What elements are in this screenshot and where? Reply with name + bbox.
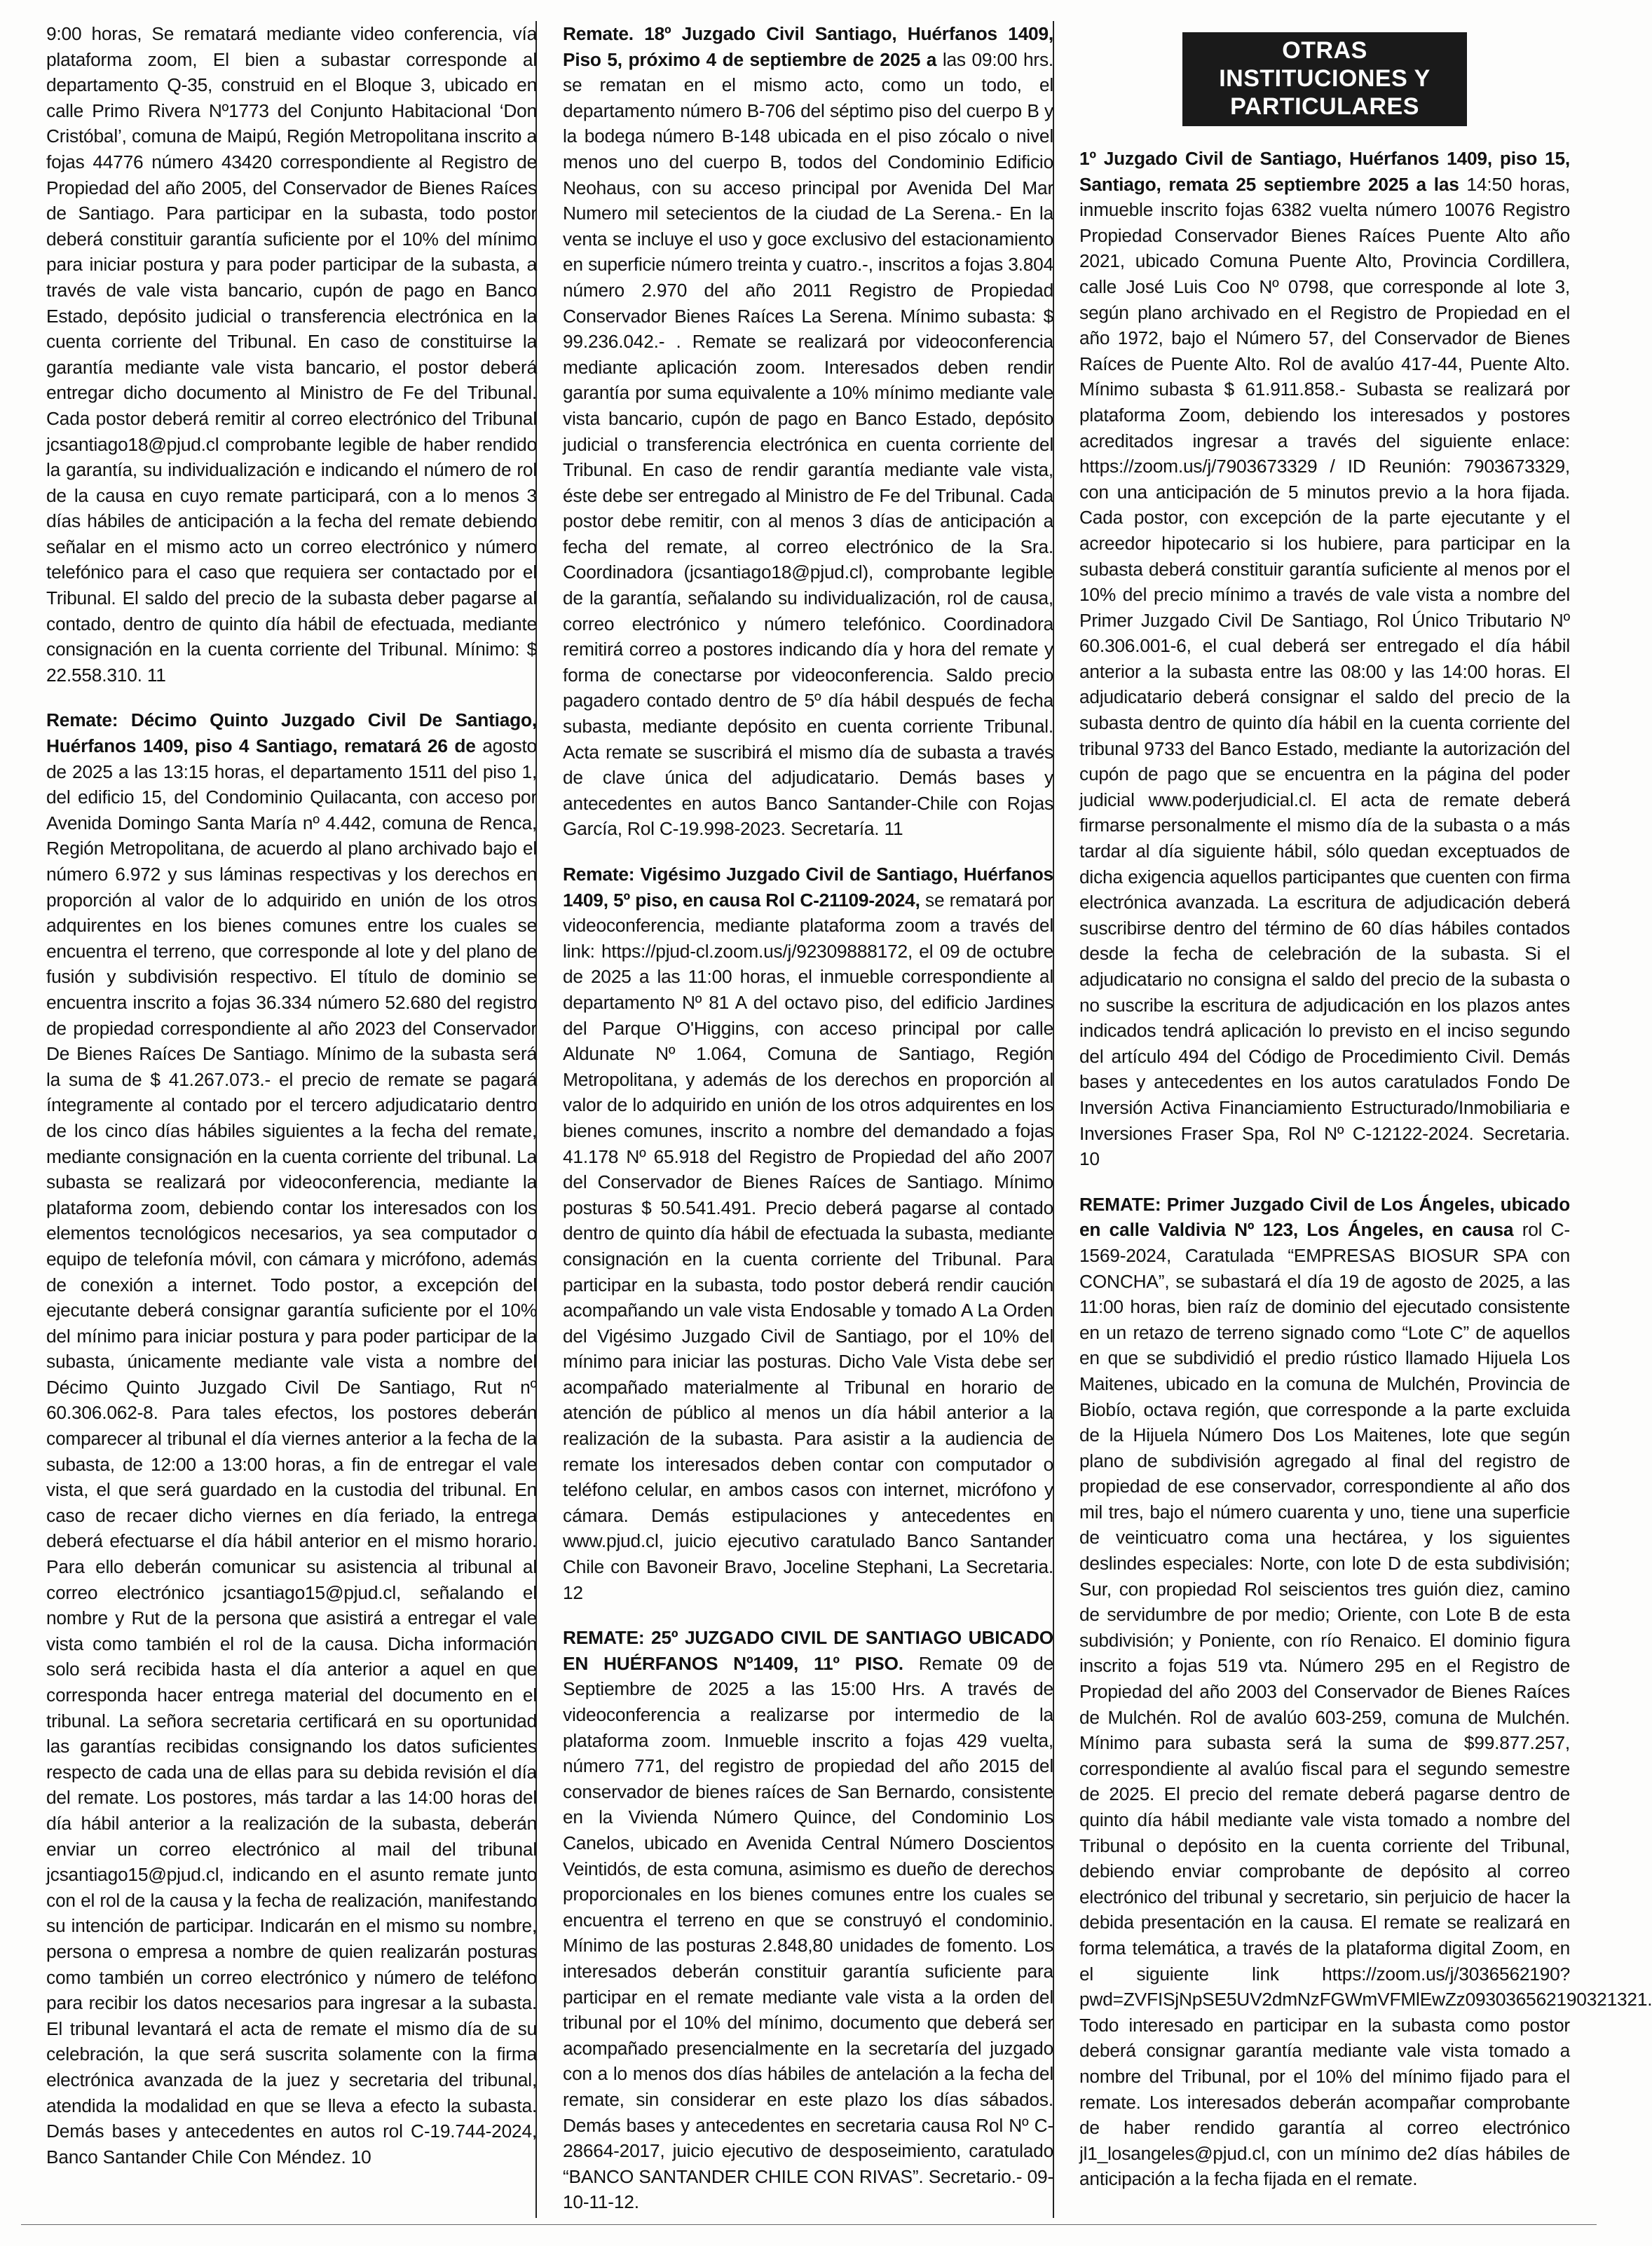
column-1	[46, 21, 537, 2211]
notice-heading: REMATE: Primer Juzgado Civil de Los Ángeles, ubicado en calle Valdivia Nº 123, Los Ángeles, en causa	[1079, 1193, 1570, 1241]
notice-remate-25-juzgado	[563, 1625, 1053, 2215]
notice-heading: Remate: Vigésimo Juzgado Civil de Santiago, Huérfanos 1409, 5º piso, en causa Rol C-21109-2024,	[563, 864, 1053, 911]
notice-body: 9:00 horas, Se rematará mediante video conferencia, vía plataforma zoom, El bien a subastar corresponde al departamento Q-35, construid en el Bloque 3, ubicado en calle Primo Rivera Nº1773 del Conjunto Habitacional ‘Don Cristóbal’, comuna de Maipú, Región Metropolitana inscrito a fojas 44776 número 43420 correspondiente al Registro de Propiedad del año 2005, del Conservador de Bienes Raíces de Santiago. Para participar en la subasta, todo postor deberá constituir garantía suficiente por el 10% del mínimo para iniciar postura y para poder participar de la subasta, a través de vale vista bancario, cupón de pago en Banco Estado, depósito judicial o transferencia electrónica en la cuenta corriente del Tribunal. En caso de constituirse la garantía mediante vale vista bancario, el postor deberá entregar dicho documento al Ministro de Fe del Tribunal. Cada postor deberá remitir al correo electrónico del Tribunal jcsantiago18@pjud.cl comprobante legible de haber rendido la garantía, su individualización e indicando el número de rol de la causa en cuyo remate participará, con a lo menos 3 días hábiles de anticipación a la fecha del remate debiendo señalar en el mismo acto un correo electrónico y número telefónico para el caso que requiera ser contactado por el Tribunal. El saldo del precio de la subasta deber pagarse al contado, dentro de quinto día hábil de efectuada, mediante consignación en la cuenta corriente del Tribunal. Mínimo: $ 22.558.310. 11	[46, 23, 537, 686]
notice-body: Remate 09 de Septiembre de 2025 a las 15:00 Hrs. A través de videoconferencia a realizarse por intermedio de la plataforma zoom. Inmueble inscrito a fojas 429 vuelta, número 771, del registro de propiedad del año 2015 del conservador de bienes raíces de San Bernardo, consistente en la Vivienda Número Quince, del Condominio Los Canelos, ubicado en Avenida Central Número Doscientos Veintidós, de esta comuna, asimismo es dueño de derechos proporcionales en los bienes comunes entre los cuales se encuentra el terreno en que se construyó el condominio. Mínimo de las posturas 2.848,80 unidades de fomento. Los interesados deberán constituir garantía suficiente para participar en el remate mediante vale vista a la orden del tribunal por el 10% del mínimo, documento que deberá ser acompañado presencialmente en la secretaría del juzgado con a lo menos dos días hábiles de antelación a la fecha del remate, sin considerar en este plazo los días sábados. Demás bases y antecedentes en secretaria causa Rol Nº C-28664-2017, juicio ejecutivo de desposeimiento, caratulado “BANCO SANTANDER CHILE CON RIVAS”. Secretario.- 09-10-11-12.	[563, 1652, 1053, 2213]
notice-body: 14:50 horas, inmueble inscrito fojas 6382 vuelta número 10076 Registro Propiedad Conservador Bienes Raíces Puente Alto año 2021, ubicado Comuna Puente Alto, Provincia Cordillera, calle José Luis Coo Nº 0798, que corresponde al lote 3, según plano archivado en el Registro de Propiedad en el año 1972, bajo el Número 57, del Conservador de Bienes Raíces de Puente Alto. Rol de avalúo 417-44, Puente Alto. Mínimo subasta $ 61.911.858.- Subasta se realizará por plataforma Zoom, debiendo los interesados y postores acreditados ingresar a través del siguiente enlace: https://zoom.us/j/7903673329 / ID Reunión: 7903673329, con una anticipación de 5 minutos previo a la hora fijada. Cada postor, con excepción de la parte ejecutante y el acreedor hipotecario si los hubiere, para participar en la subasta deberá constituir garantía suficiente al menos por el 10% del precio mínimo a través de vale vista a nombre del Primer Juzgado Civil De Santiago, Rol Único Tributario Nº 60.306.001-6, el cual deberá ser entregado el día hábil anterior a la subasta entre las 08:00 y las 14:00 horas. El adjudicatario deberá consignar el saldo del precio de la subasta dentro de quinto día hábil en la cuenta corriente del tribunal 9733 del Banco Estado, mediante la autorización del cupón de pago que se encuentra en la página del poder judicial www.poderjudicial.cl. El acta de remate deberá firmarse personalmente el mismo día de la subasta o a más tardar al día siguiente hábil, sólo quedan exceptuados de dicha exigencia aquellos participantes que cuenten con firma electrónica avanzada. La escritura de adjudicación deberá suscribirse dentro del término de 60 días hábiles contados desde la fecha de celebración de la subasta. Si el adjudicatario no consigna el saldo del precio de la subasta o no suscribe la escritura de adjudicación en los plazos antes indicados tendrá aplicación lo previsto en el inciso segundo del artículo 494 del Código de Procedimiento Civil. Demás bases y antecedentes en los autos caratulados Fondo De Inversión Activa Financiamiento Estructurado/Inmobiliaria e Inversiones Fraser Spa, Rol Nº C-12122-2024. Secretaria. 10	[1079, 173, 1570, 1170]
notice-heading: Remate: Décimo Quinto Juzgado Civil De Santiago, Huérfanos 1409, piso 4 Santiago, rematará 26 de	[46, 709, 537, 757]
column-2	[563, 21, 1053, 2211]
notice-body: las 09:00 hrs. se rematan en el mismo acto, como un todo, el departamento número B-706 del séptimo piso del cuerpo B y la bodega número B-148 ubicada en el piso zócalo o nivel menos uno del cuerpo B, todos del Condominio Edificio Neohaus, con su acceso principal por Avenida Del Mar Numero mil setecientos de la ciudad de La Serena.- En la venta se incluye el uso y goce exclusivo del estacionamiento en superficie número treinta y cuatro.-, inscritos a fojas 3.804 número 2.970 del año 2011 Registro de Propiedad Conservador Bienes Raíces La Serena. Mínimo subasta: $ 99.236.042.- . Remate se realizará por videoconferencia mediante aplicación zoom. Interesados deben rendir garantía por suma equivalente a 10% mínimo mediante vale vista bancario, cupón de pago en Banco Estado, depósito judicial o transferencia electrónica en cuenta corriente del Tribunal. En caso de rendir garantía mediante vale vista, éste debe ser entregado al Ministro de Fe del Tribunal. Cada postor debe remitir, con al menos 3 días de anticipación a fecha del remate, al correo electrónico de la Sra. Coordinadora (jcsantiago18@pjud.cl), comprobante legible de la garantía, señalando su individualización, rol de causa, correo electrónico y número telefónico. Coordinadora remitirá correo a postores indicando día y hora del remate y forma de conectarse por videoconferencia. Saldo precio pagadero contado dentro de 5º día hábil después de fecha subasta, mediante depósito en cuenta corriente Tribunal. Acta remate se suscribirá el mismo día de subasta a través de clave única del adjudicatario. Demás bases y antecedentes en autos Banco Santander-Chile con Rojas García, Rol C-19.998-2023. Secretaría. 11	[563, 48, 1053, 840]
section-banner: OTRAS INSTITUCIONES Y PARTICULARES	[1182, 32, 1467, 126]
notice-remate-15-juzgado	[46, 707, 537, 2170]
notice-heading: Remate. 18º Juzgado Civil Santiago, Huérfanos 1409, Piso 5, próximo 4 de septiembre de 2025 a	[563, 23, 1053, 70]
notice-body: agosto de 2025 a las 13:15 horas, el departamento 1511 del piso 1, del edificio 15, del Condominio Quilacanta, con acceso por Avenida Domingo Santa María nº 4.442, comuna de Renca, Región Metropolitana, de acuerdo al plano archivado bajo el número 6.972 y sus láminas respectivas y los derechos en proporción al valor de lo adquirido en unión de los otros adquirentes en los bienes comunes entre los cuales se encuentra el terreno, que corresponde al lote y del plano de fusión y subdivisión respectivo. El título de dominio se encuentra inscrito a fojas 36.334 número 52.680 del registro de propiedad correspondiente al año 2023 del Conservador De Bienes Raíces De Santiago. Mínimo de la subasta será la suma de $ 41.267.073.- el precio de remate se pagará íntegramente al contado por el tercero adjudicatario dentro de los cinco días hábiles siguientes a la fecha del remate, mediante consignación en la cuenta corriente del tribunal. La subasta se realizará por videoconferencia, mediante la plataforma zoom, debiendo contar los interesados con los elementos tecnológicos necesarios, ya sea computador o equipo de telefonía móvil, con cámara y micrófono, además de conexión a internet. Todo postor, a excepción del ejecutante deberá consignar garantía suficiente por el 10% del mínimo para iniciar postura y para poder participar de la subasta, únicamente mediante vale vista a nombre del Décimo Quinto Juzgado Civil De Santiago, Rut nº 60.306.062-8. Para tales efectos, los postores deberán comparecer al tribunal el día viernes anterior a la fecha de la subasta, de 12:00 a 13:00 horas, a fin de entregar el vale vista, el que será guardado en la custodia del tribunal. En caso de recaer dicho viernes en día feriado, la entrega deberá efectuarse el día hábil anterior en el mismo horario. Para ello deberán comunicar su asistencia al tribunal al correo electrónico jcsantiago15@pjud.cl, señalando el nombre y Rut de la persona que asistirá a entregar el vale vista como también el rol de la causa. Dicha información solo será recibida hasta el día anterior a aquel en que corresponda hacer entrega material del documento en el tribunal. La señora secretaria certificará en su oportunidad las garantías recibidas consignando los datos suficientes respecto de cada una de ellas para su debida revisión el día del remate. Los postores, más tardar a las 14:00 horas del día hábil anterior a la realización de la subasta, deberán enviar un correo electrónico al mail del tribunal jcsantiago15@pjud.cl, indicando en el asunto remate junto con el rol de la causa y la fecha de realización, manifestando su intención de participar. Indicarán en el mismo su nombre, persona o empresa a nombre de quien realizarán posturas como también un correo electrónico y número de teléfono para recibir los datos necesarios para ingresar a la subasta. El tribunal levantará el acta de remate el mismo día de su celebración, la que será suscrita solamente con la firma electrónica avanzada de la juez y secretaria del tribunal, atendida la modalidad en que se lleva a efecto la subasta. Demás bases y antecedentes en autos rol C-19.744-2024, Banco Santander Chile Con Méndez. 10	[46, 735, 537, 2167]
notice-body: rol C-1569-2024, Caratulada “EMPRESAS BIOSUR SPA con CONCHA”, se subastará el día 19 de agosto de 2025, a las 11:00 horas, bien raíz de dominio del ejecutado consistente en un retazo de terreno signado como “Lote C” de aquellos en que se subdividió el predio rústico llamado Hijuela Los Maitenes, ubicado en la comuna de Mulchén, Provincia de Biobío, octava región, que corresponde a la parte excluida de la Hijuela Número Dos Los Maitenes, lote que según plano de subdivisión agregado al final del registro de propiedad de ese conservador, correspondiente al año dos mil tres, bajo el número cuarenta y uno, tiene una superficie de veinticuatro coma una hectárea, y los siguientes deslindes especiales: Norte, con lote D de esta subdivisión; Sur, con propiedad Rol seiscientos tres guión diez, camino de servidumbre de por medio; Oriente, con Lote B de esta subdivisión; y Poniente, con río Renaico. El dominio figura inscrito a fojas 519 vta. Número 295 en el Registro de Propiedad del año 2003 del Conservador de Bienes Raíces de Mulchén. Rol de avalúo 603-259, comuna de Mulchén. Mínimo para subasta será la suma de $99.877.257, correspondiente al avalúo fiscal para el segundo semestre de 2025. El precio del remate deberá pagarse dentro de quinto día hábil mediante vale vista tomado a nombre del Tribunal o depósito en la cuenta corriente del Tribunal, debiendo enviar comprobante de depósito al correo electrónico del tribunal y secretario, sin perjuicio de hacer la debida presentación en la causa. El remate se realizará en forma telemática, a través de la plataforma digital Zoom, en el siguiente link https://zoom.us/j/3036562190?pwd=ZVFISjNpSE5UV2dmNzFGWmVFMlEwZz093036562190321321. Todo interesado en participar en la subasta como postor deberá consignar garantía mediante vale vista tomado a nombre del Tribunal, por el 10% del mínimo fijado para el remate. Los interesados deberán acompañar comprobante de haber rendido garantía al correo electrónico jl1_losangeles@pjud.cl, con un mínimo de2 días hábiles de anticipación a la fecha fijada en el remate.	[1079, 1219, 1652, 2190]
notice-1-juzgado	[1079, 146, 1570, 1172]
column-3	[1079, 21, 1652, 2211]
notice-los-angeles-juzgado	[1079, 1192, 1652, 2192]
notice-continuation	[46, 21, 537, 688]
notice-heading: REMATE: 25º JUZGADO CIVIL DE SANTIAGO UBICADO EN HUÉRFANOS Nº1409, 11º PISO.	[563, 1627, 1053, 1674]
notice-body: se rematará por videoconferencia, mediante plataforma zoom a través del link: https://pjud-cl.zoom.us/j/92309888172, el 09 de octubre de 2025 a las 11:00 horas, el inmueble correspondiente al departamento Nº 81 A del octavo piso, del edificio Jardines del Parque O'Higgins, con acceso principal por calle Aldunate Nº 1.064, Comuna de Santiago, Región Metropolitana, y además de los derechos en proporción al valor de lo adquirido en unión de los otros adquirentes en los bienes comunes, inscrito a nombre del demandado a fojas 41.178 Nº 65.918 del Registro de Propiedad del año 2007 del Conservador de Bienes Raíces de Santiago. Mínimo posturas $ 50.541.491. Precio deberá pagarse al contado dentro de quinto día hábil de efectuada la subasta, mediante consignación en la cuenta corriente del Tribunal. Para participar en la subasta, todo postor deberá rendir caución acompañando un vale vista Endosable y tomado A La Orden del Vigésimo Juzgado Civil de Santiago, por el 10% del mínimo para iniciar las posturas. Dicho Vale Vista debe ser acompañado materialmente al Tribunal en horario de atención de público al menos un día hábil anterior a la realización de la subasta. Para asistir a la audiencia de remate los interesados deben contar con computador o teléfono celular, en ambos casos con internet, micrófono y cámara. Demás estipulaciones y antecedentes en www.pjud.cl, juicio ejecutivo caratulado Banco Santander Chile con Bavoneir Bravo, Joceline Stephani, La Secretaria. 12	[563, 889, 1053, 1603]
notice-remate-18-juzgado	[563, 21, 1053, 842]
notice-heading: 1º Juzgado Civil de Santiago, Huérfanos 1409, piso 15, Santiago, remata 25 septiembre 2025 a las	[1079, 148, 1570, 195]
bottom-rule	[21, 2224, 1597, 2225]
notice-remate-20-juzgado	[563, 862, 1053, 1605]
